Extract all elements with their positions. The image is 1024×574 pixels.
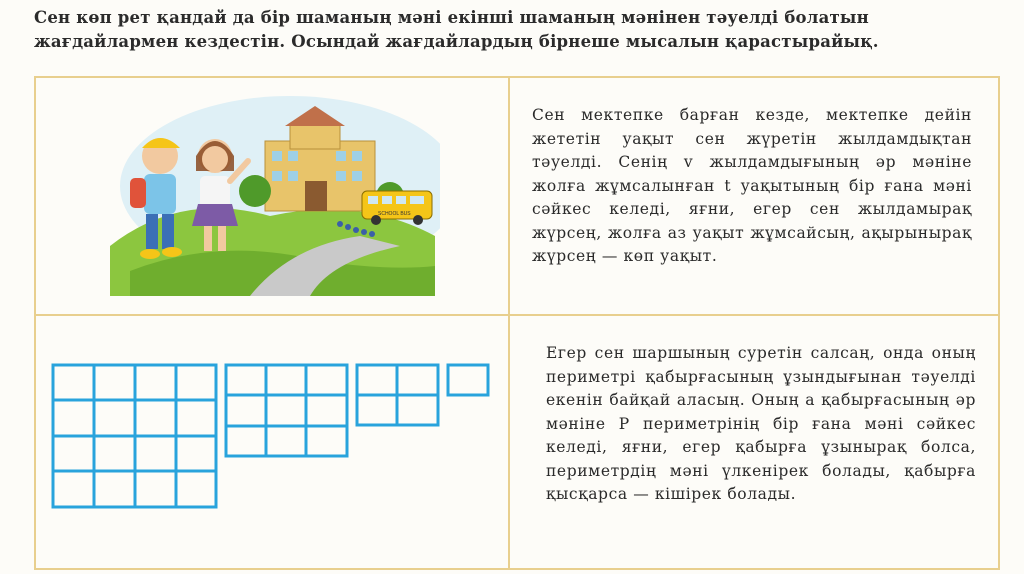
square-1x1 bbox=[448, 365, 488, 395]
bus-label: SCHOOL BUS bbox=[378, 211, 411, 217]
squares-figure bbox=[50, 360, 500, 510]
square-2x2 bbox=[357, 365, 438, 425]
perimeter-paragraph: Егер сен шаршының суретін салсаң, онда оның периметрі қабырғасының ұзындығынан тәуелді екенін байқай аласың. Оның a қабырғасының әр мәніне P периметрінің бір ғана мәні сәйкес келеді, яғни, егер қабырға ұзынырақ болса, периметрдің мәні үлкенірек болады, қабырға қысқарса — кішірек болады. bbox=[546, 344, 976, 503]
school-illustration bbox=[100, 96, 440, 296]
walking-speed-paragraph: Сен мектепке барған кезде, мектепке дейін жететін уақыт сен жүретін жылдамдықтан тәуелді. Сенің v жылдамдығының әр мәніне жолға жұмсалынған t уақытының бір ғана мәні сәйкес келеді, яғни, егер сен жылдамырақ жүрсең, жолға аз уақыт жұмсайсың, ақырынырақ жүрсең — көп уақыт. bbox=[532, 106, 972, 265]
square-4x4 bbox=[53, 365, 216, 507]
intro-text: Сен көп рет қандай да бір шаманың мәні екінші шаманың мәнінен тәуелді болатын жағдайлармен кездестін. Осындай жағдайлардың бірнеше мысалын қарастырайық. bbox=[34, 8, 879, 51]
row-divider bbox=[34, 314, 1000, 316]
square-3x3 bbox=[226, 365, 347, 456]
column-divider bbox=[508, 76, 510, 570]
